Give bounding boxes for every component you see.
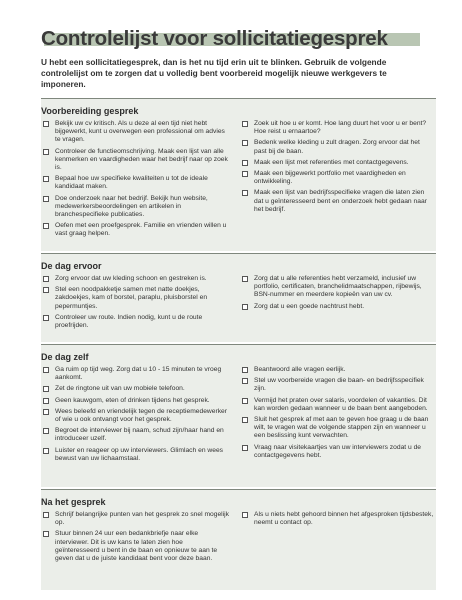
section-left-column [41, 275, 229, 333]
checklist-item[interactable]: Oefen met een proefgesprek. Familie en vrienden willen u vast graag helpen. [41, 222, 229, 238]
checkbox-icon[interactable] [43, 149, 49, 155]
checkbox-icon[interactable] [43, 176, 49, 182]
checklist-item[interactable]: Sluit het gesprek af met aan te geven hoe graag u de baan wilt, te vragen wat de volgende stappen zijn en wanneer u een beslissing kunt verwachten. [240, 416, 434, 441]
checklist-item[interactable]: Beantwoord alle vragen eerlijk. [240, 366, 434, 374]
checklist-item[interactable]: Bedenk welke kleding u zult dragen. Zorg ervoor dat het past bij de baan. [240, 139, 434, 155]
section-right-column [240, 120, 434, 217]
checklist-item[interactable]: Stel uw voorbereide vragen die baan- en bedrijfsspecifiek zijn. [240, 377, 434, 393]
checkbox-icon[interactable] [242, 398, 248, 404]
title-block [41, 27, 388, 51]
checkbox-icon[interactable] [43, 448, 49, 454]
checkbox-icon[interactable] [43, 223, 49, 229]
checkbox-icon[interactable] [242, 417, 248, 423]
checklist-item[interactable]: Zorg dat u alle referenties hebt verzameld, inclusief uw portfolio, certificaten, branchelidmaatschappen, rijbewijs, BSN-nummer en meerdere kopieën van uw cv. [240, 275, 434, 300]
checkbox-icon[interactable] [43, 367, 49, 373]
checklist-item[interactable]: Vraag naar visitekaartjes van uw interviewers zodat u de contactgegevens hebt. [240, 444, 434, 460]
checkbox-icon[interactable] [242, 367, 248, 373]
checklist-item[interactable]: Zorg ervoor dat uw kleding schoon en gestreken is. [41, 275, 229, 283]
checkbox-icon[interactable] [242, 160, 248, 166]
section-title: De dag ervoor [41, 261, 102, 271]
checklist-item[interactable]: Als u niets hebt gehoord binnen het afgesproken tijdsbestek, neemt u contact op. [240, 511, 434, 527]
checkbox-icon[interactable] [242, 190, 248, 196]
checklist-item[interactable]: Maak een lijst van bedrijfsspecifieke vragen die laten zien dat u geïnteresseerd bent en onderzoek hebt gedaan naar het bedrijf. [240, 189, 434, 214]
checkbox-icon[interactable] [242, 121, 248, 127]
section-left-column [41, 120, 229, 242]
checkbox-icon[interactable] [242, 512, 248, 518]
checkbox-icon[interactable] [242, 378, 248, 384]
checkbox-icon[interactable] [242, 304, 248, 310]
section-the-day [41, 344, 436, 487]
checkbox-icon[interactable] [242, 171, 248, 177]
section-preparation [41, 98, 436, 251]
checklist-item[interactable]: Ga ruim op tijd weg. Zorg dat u 10 - 15 minuten te vroeg aankomt. [41, 366, 229, 382]
section-day-before [41, 253, 436, 342]
checklist-item[interactable]: Stuur binnen 24 uur een bedankbriefje naar elke interviewer. Dit is uw kans te laten zien hoe geïnteresseerd u bent in de baan en opnieuw te aan te geven dat u de juiste kandidaat bent voor deze baan. [41, 530, 229, 563]
section-title: De dag zelf [41, 352, 89, 362]
section-left-column [41, 366, 229, 466]
section-right-column [240, 366, 434, 463]
checklist-item[interactable]: Schrijf belangrijke punten van het gesprek zo snel mogelijk op. [41, 511, 229, 527]
section-title: Voorbereiding gesprek [41, 106, 139, 116]
checkbox-icon[interactable] [43, 315, 49, 321]
checklist-item[interactable]: Zet de ringtone uit van uw mobiele telefoon. [41, 385, 229, 393]
checklist-item[interactable]: Controleer uw route. Indien nodig, kunt u de route proefrijden. [41, 314, 229, 330]
checklist-item[interactable]: Doe onderzoek naar het bedrijf. Bekijk hun website, medewerkersbeoordelingen en artikelen in branchespecifieke publicaties. [41, 195, 229, 220]
section-after-interview [41, 489, 436, 590]
checklist-item[interactable]: Geen kauwgom, eten of drinken tijdens het gesprek. [41, 397, 229, 405]
section-title: Na het gesprek [41, 497, 106, 507]
checklist-item[interactable]: Luister en reageer op uw interviewers. Glimlach en wees bewust van uw lichaamstaal. [41, 447, 229, 463]
checkbox-icon[interactable] [43, 386, 49, 392]
checkbox-icon[interactable] [43, 276, 49, 282]
section-right-column [240, 511, 434, 530]
checkbox-icon[interactable] [242, 445, 248, 451]
checkbox-icon[interactable] [242, 140, 248, 146]
checkbox-icon[interactable] [242, 276, 248, 282]
checkbox-icon[interactable] [43, 428, 49, 434]
checklist-item[interactable]: Stel een noodpakketje samen met natte doekjes, zakdoekjes, kam of borstel, paraplu, pluisborstel en pepermuntjes. [41, 286, 229, 311]
checkbox-icon[interactable] [43, 121, 49, 127]
intro-text: U hebt een sollicitatiegesprek, dan is het nu tijd erin uit te blinken. Gebruik de volgende controlelijst om te zorgen dat u volledig bent voorbereid mogelijk nieuwe werkgevers te imponeren. [41, 57, 387, 89]
checklist-item[interactable]: Bepaal hoe uw specifieke kwaliteiten u tot de ideale kandidaat maken. [41, 175, 229, 191]
section-right-column [240, 275, 434, 314]
section-left-column [41, 511, 229, 566]
checkbox-icon[interactable] [43, 196, 49, 202]
checklist-item[interactable]: Maak een bijgewerkt portfolio met vaardigheden en ontwikkeling. [240, 170, 434, 186]
checklist-item[interactable]: Bekijk uw cv kritisch. Als u deze al een tijd niet hebt bijgewerkt, kunt u overwegen een professional om advies te vragen. [41, 120, 229, 145]
checklist-item[interactable]: Zorg dat u een goede nachtrust hebt. [240, 303, 434, 311]
checklist-item[interactable]: Vermijd het praten over salaris, voordelen of vakanties. Dit kan worden gedaan wanneer u de baan bent aangeboden. [240, 397, 434, 413]
checklist-item[interactable]: Zoek uit hoe u er komt. Hoe lang duurt het voor u er bent? Hoe reist u ernaartoe? [240, 120, 434, 136]
checkbox-icon[interactable] [43, 512, 49, 518]
checklist-item[interactable]: Controleer de functieomschrijving. Maak een lijst van alle kenmerken en vaardigheden waar het bedrijf naar op zoek is. [41, 148, 229, 173]
checkbox-icon[interactable] [43, 287, 49, 293]
page-title: Controlelijst voor sollicitatiegesprek [41, 27, 388, 50]
checklist-item[interactable]: Begroet de interviewer bij naam, schud zijn/haar hand en introduceer uzelf. [41, 427, 229, 443]
checkbox-icon[interactable] [43, 409, 49, 415]
checkbox-icon[interactable] [43, 531, 49, 537]
checkbox-icon[interactable] [43, 398, 49, 404]
checklist-item[interactable]: Maak een lijst met referenties met contactgegevens. [240, 159, 434, 167]
checklist-item[interactable]: Wees beleefd en vriendelijk tegen de receptiemedewerker of wie u ook ontvangt voor het gesprek. [41, 408, 229, 424]
